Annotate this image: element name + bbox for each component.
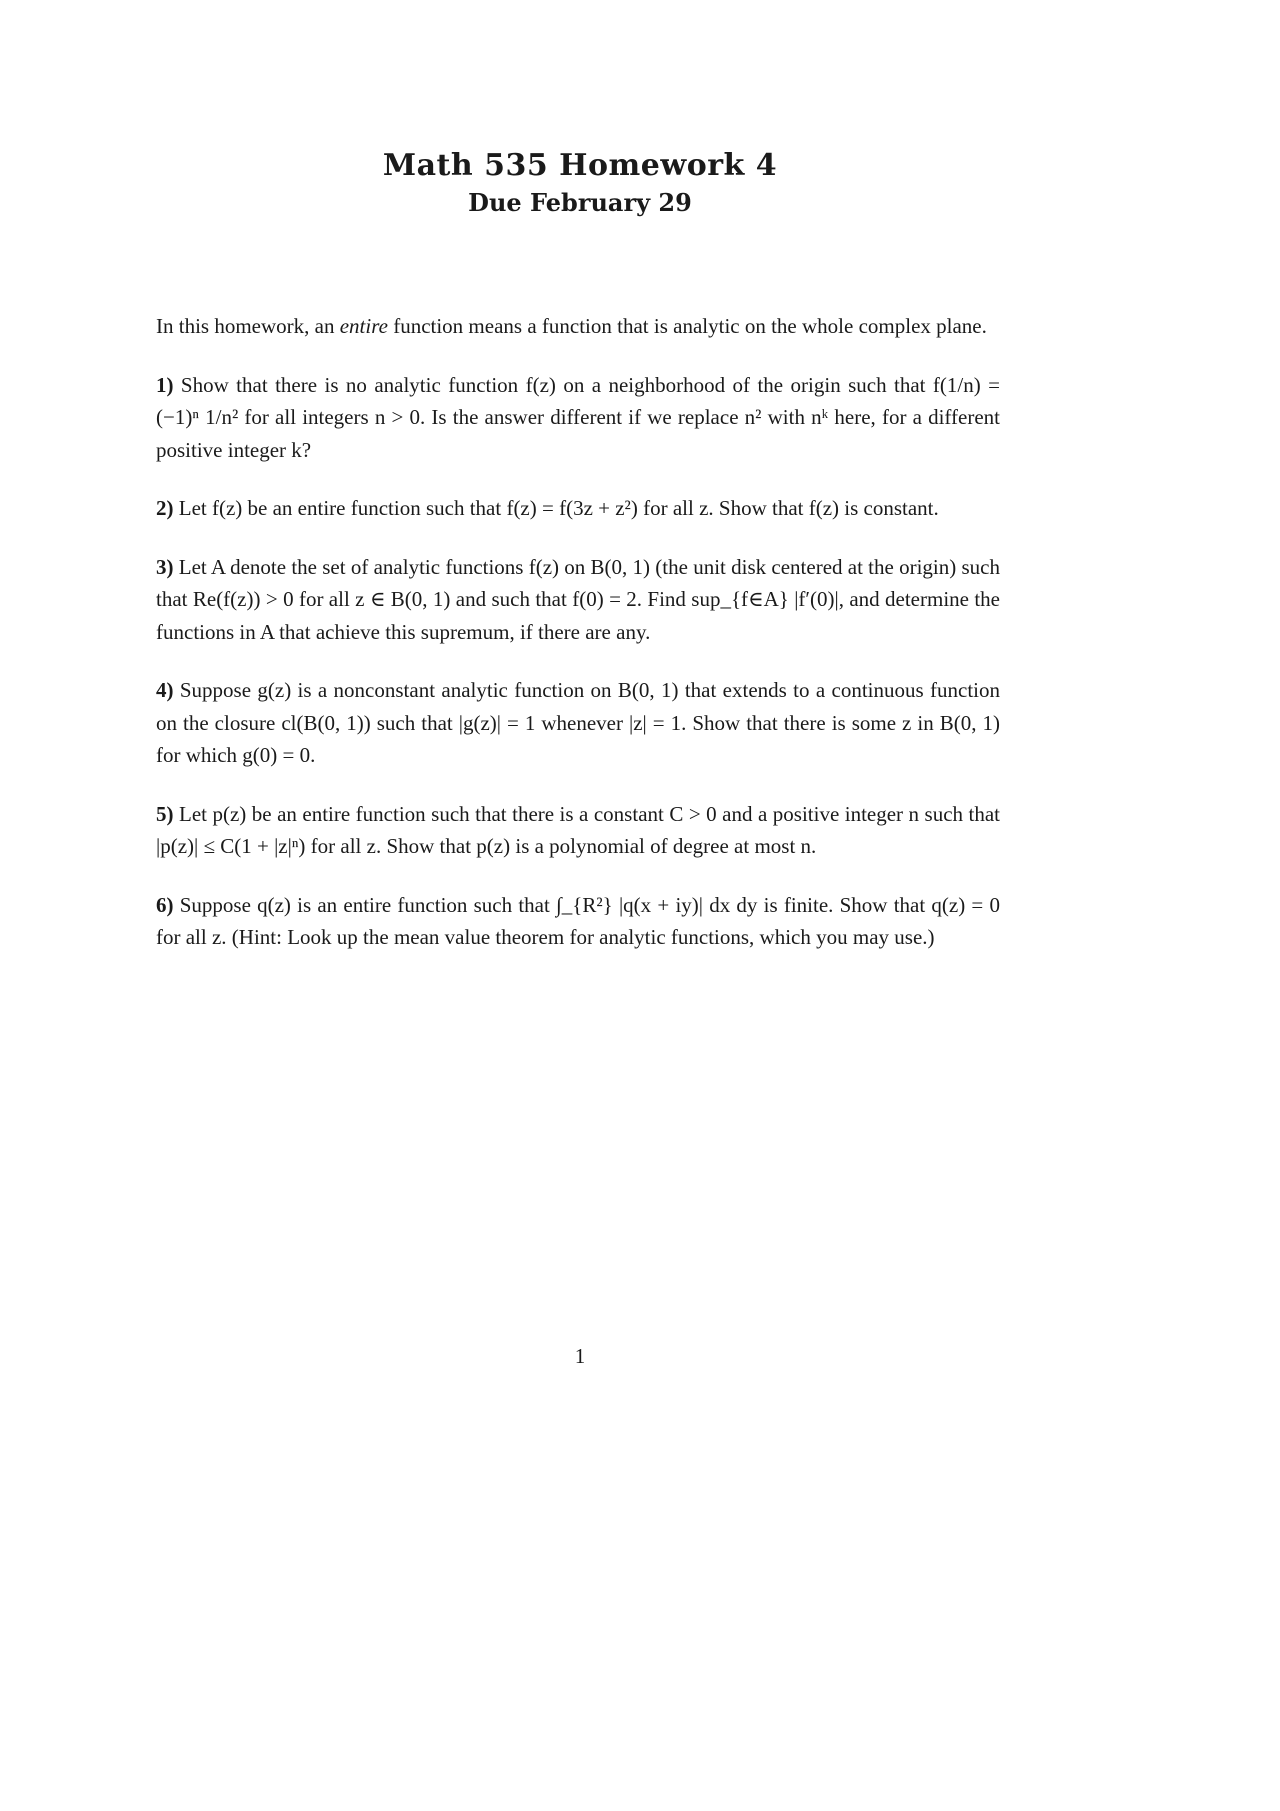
problem-text: Suppose g(z) is a nonconstant analytic function on B(0, 1) that extends to a continuous function on the closure cl(B(0, 1)) such that |g(z)| = 1 whenever |z| = 1. Show that there is some z in B(0, 1) for which g(0) = 0. — [156, 678, 1001, 767]
problem-number: 1) — [156, 372, 174, 397]
problem-text: Show that there is no analytic function f(z) on a neighborhood of the origin such that f(1/n) = (−1)ⁿ 1/n² for all integers n > 0. Is the answer different if we replace n² with nᵏ here, for a different positive integer k? — [156, 372, 1000, 462]
problem-text: Suppose q(z) is an entire function such that ∫_{R²} |q(x + iy)| dx dy is finite. Show that q(z) = 0 for all z. (Hint: Look up the mean value theorem for analytic functions, which you may use.) — [156, 892, 1000, 949]
problem-4 — [156, 674, 1000, 772]
problem-5 — [156, 798, 1000, 863]
problem-2 — [156, 492, 1000, 525]
problem-number: 4) — [156, 678, 174, 702]
problem-number: 5) — [156, 801, 174, 826]
intro-paragraph — [156, 310, 1000, 343]
due-date: Due February 29 — [468, 188, 692, 217]
problem-number: 3) — [156, 554, 174, 579]
intro-emphasis: entire — [339, 314, 388, 338]
problem-text: Let f(z) be an entire function such that f(z) = f(3z + z²) for all z. Show that f(z) is constant. — [178, 496, 939, 520]
problem-text: Let p(z) be an entire function such that there is a constant C > 0 and a positive integer n such that |p(z)| ≤ C(1 + |z|ⁿ) for all z. Show that p(z) is a polynomial of degree at most n. — [156, 801, 1001, 858]
problem-text: Let A denote the set of analytic functions f(z) on B(0, 1) (the unit disk centered at the origin) such that Re(f(z)) > 0 for all z ∈ B(0, 1) and such that f(0) = 2. Find sup_{f∈A} |f′(0)|, and determine the functions in A that achieve this supremum, if there are any. — [156, 554, 1001, 644]
page-number: 1 — [574, 1344, 586, 1368]
problem-1 — [156, 369, 1000, 467]
problem-6 — [156, 889, 1000, 954]
problem-number: 2) — [156, 496, 174, 520]
page-title: Math 535 Homework 4 — [382, 148, 778, 183]
title-block — [0, 146, 1160, 220]
intro-text-end: function means a function that is analytic on the whole complex plane. — [387, 314, 987, 338]
document-body — [156, 310, 1000, 980]
problem-3 — [156, 551, 1000, 649]
problem-number: 6) — [156, 892, 174, 917]
intro-text-start: In this homework, an — [156, 314, 340, 338]
